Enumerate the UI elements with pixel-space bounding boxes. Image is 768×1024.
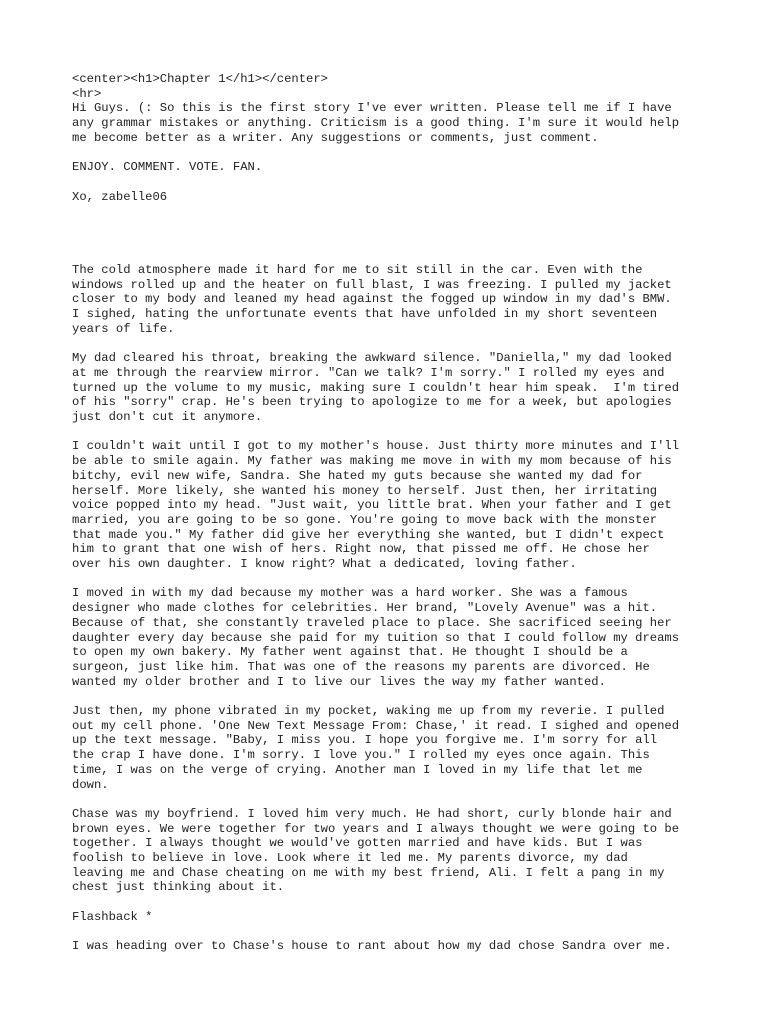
flashback-heading: Flashback * xyxy=(72,909,153,924)
document-page xyxy=(72,72,702,969)
story-paragraph: My dad cleared his throat, breaking the awkward silence. "Daniella," my dad looked at me through the rearview mirror. "Can we talk? I'm sorry." I rolled my eyes and turned up the volume to my music, making sure I couldn't hear him speak. I'm tired of his "sorry" crap. He's been trying to apologize to me for a week, but apologies just don't cut it anymore. xyxy=(72,351,680,424)
story-paragraph: The cold atmosphere made it hard for me to sit still in the car. Even with the windows rolled up and the heater on full blast, I was freezing. I pulled my jacket closer to my body and leaned my head against the fogged up window in my dad's BMW. I sighed, hating the unfortunate events that have unfolded in my short seventeen years of life. xyxy=(72,262,672,336)
story-paragraph: Chase was my boyfriend. I loved him very much. He had short, curly blonde hair and brown eyes. We were together for two years and I always thought we were going to be together. I always thought we would've gotten married and have kids. But I was foolish to believe in love. Look where it led me. My parents divorce, my dad leaving me and Chase cheating on me with my best friend, Ali. I felt a pang in my chest just thinking about it. xyxy=(72,806,680,895)
story-paragraph: I couldn't wait until I got to my mother's house. Just thirty more minutes and I'll be able to smile again. My father was making me move in with my mom because of his bitchy, evil new wife, Sandra. She hated my guts because she wanted my dad for herself. More likely, she wanted his money to herself. Just then, her irritating voice popped into my head. "Just wait, you little brat. When your father and I get married, you are going to be so gone. You're going to move back with the monster that made you." My father did give her everything she wanted, but I didn't expect him to grant that one wish of hers. Right now, that pissed me off. He chose her over his own daughter. I know right? What a dedicated, loving father. xyxy=(72,439,680,572)
center-tag-line: <center><h1>Chapter 1</h1></center> xyxy=(72,72,328,86)
story-paragraph: Just then, my phone vibrated in my pocket, waking me up from my reverie. I pulled out my cell phone. 'One New Text Message From: Chase,' it read. I sighed and opened up the text message. "Baby, I miss you. I hope you forgive me. I'm sorry for all the crap I have done. I'm sorry. I love you." I rolled my eyes once again. This time, I was on the verge of crying. Another man I loved in my life that let me down. xyxy=(72,704,680,792)
author-note-intro: Hi Guys. (: So this is the first story I've ever written. Please tell me if I have any grammar mistakes or anything. Criticism is a good thing. I'm sure it would help me become better as a writer. Any suggestions or comments, just comment. xyxy=(72,101,680,145)
story-paragraph: I was heading over to Chase's house to rant about how my dad chose Sandra over me. xyxy=(72,939,672,954)
hr-tag-line: <hr> xyxy=(72,86,102,101)
story-paragraph: I moved in with my dad because my mother was a hard worker. She was a famous designer who made clothes for celebrities. Her brand, "Lovely Avenue" was a hit. Because of that, she constantly traveled place to place. She sacrificed seeing her daughter every day because she paid for my tuition so that I could follow my dreams to open my own bakery. My father went against that. He thought I should be a surgeon, just like him. That was one of the reasons my parents are divorced. He wanted my older brother and I to live our lives the way my father wanted. xyxy=(72,586,680,689)
author-note-call-to-action: ENJOY. COMMENT. VOTE. FAN. xyxy=(72,160,263,175)
author-note-signoff: Xo, zabelle06 xyxy=(72,189,168,204)
section-spacer xyxy=(72,219,702,263)
